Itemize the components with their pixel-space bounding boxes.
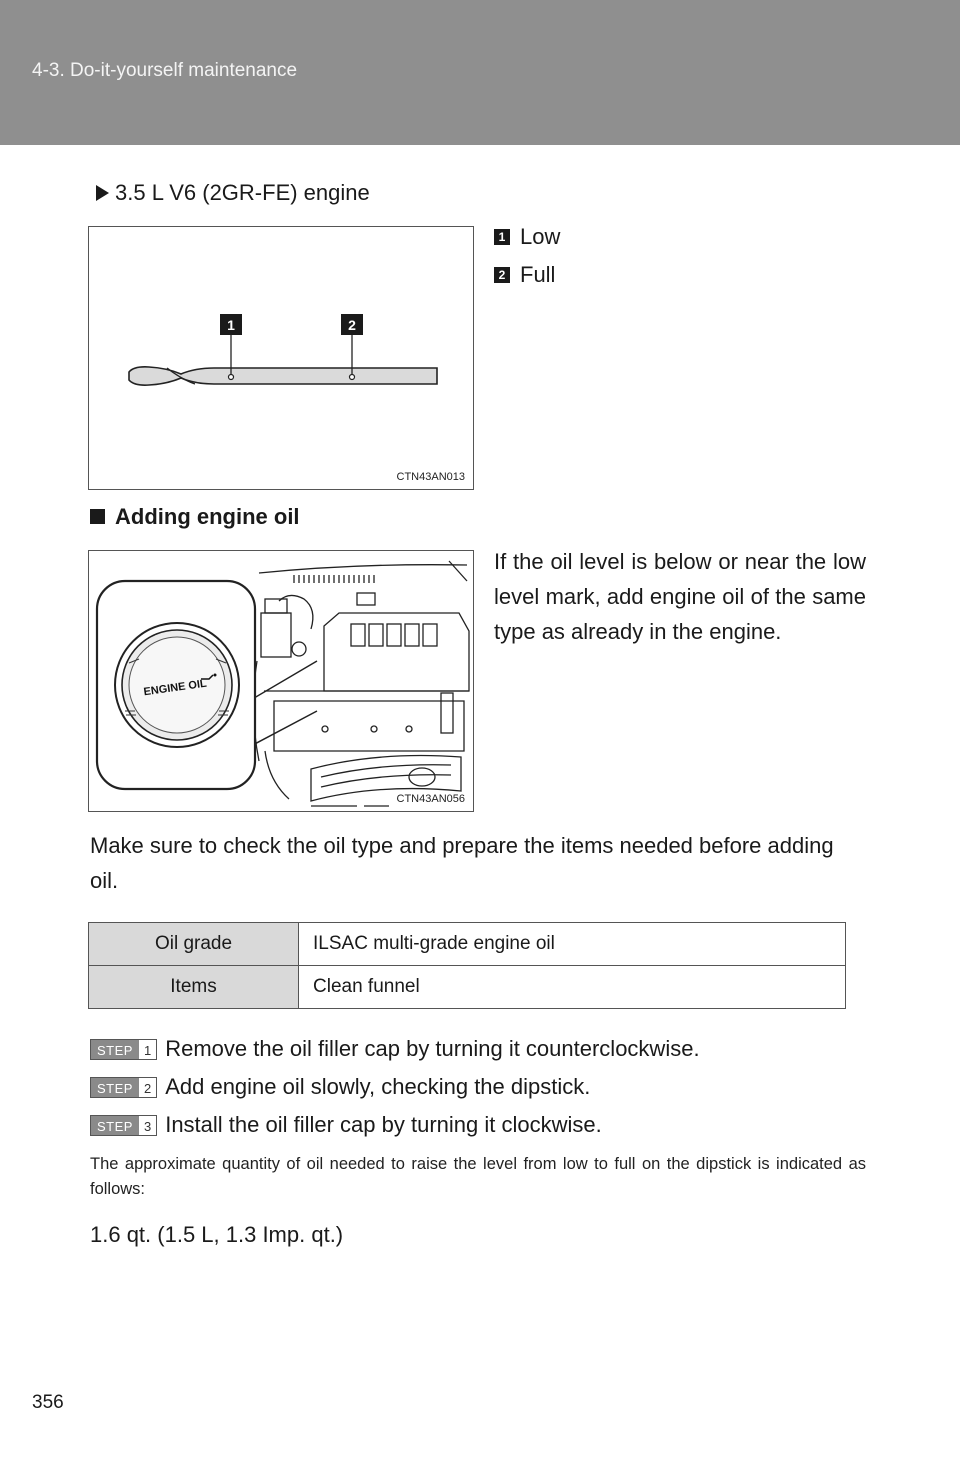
step-badge — [90, 1077, 157, 1098]
step-text: Remove the oil filler cap by turning it counterclockwise. — [165, 1036, 700, 1061]
full-marker: 2 — [348, 317, 356, 333]
table-row — [89, 966, 846, 1009]
low-marker: 1 — [227, 317, 235, 333]
page-number: 356 — [32, 1392, 64, 1413]
step-word: STEP — [91, 1116, 139, 1135]
step-badge — [90, 1115, 157, 1136]
section-heading-text: Adding engine oil — [115, 504, 300, 529]
legend-full — [494, 262, 555, 288]
step-text: Install the oil filler cap by turning it clockwise. — [165, 1112, 602, 1137]
step-badge — [90, 1039, 157, 1060]
cap-label: ENGINE OIL — [142, 677, 208, 699]
figure-code: CTN43AN013 — [396, 471, 465, 483]
page-header — [0, 0, 960, 145]
step-3 — [90, 1112, 602, 1138]
dipstick-illustration — [89, 227, 472, 488]
engine-bay-illustration — [89, 551, 472, 810]
step-1 — [90, 1036, 700, 1062]
oil-info-table — [88, 922, 846, 1009]
quantity-note: The approximate quantity of oil needed to raise the level from low to full on the dipstick is indicated as follows: — [90, 1155, 866, 1198]
figure-code: CTN43AN056 — [396, 793, 465, 805]
legend-label: Low — [520, 224, 561, 249]
oil-cap-figure — [88, 550, 474, 812]
engine-variant-label: 3.5 L V6 (2GR-FE) engine — [115, 180, 370, 205]
table-value: ILSAC multi-grade engine oil — [299, 923, 846, 966]
legend-low — [494, 224, 560, 250]
step-2 — [90, 1074, 590, 1100]
step-word: STEP — [91, 1078, 139, 1097]
dipstick-figure — [88, 226, 474, 490]
step-number: 1 — [139, 1040, 156, 1059]
section-heading — [90, 504, 300, 530]
step-text: Add engine oil slowly, checking the dipstick. — [165, 1074, 591, 1099]
engine-variant — [96, 180, 370, 206]
legend-number: 2 — [494, 267, 510, 283]
side-text: If the oil level is below or near the low level mark, add engine oil of the same type as already in the engine. — [494, 549, 866, 644]
step-number: 3 — [139, 1116, 156, 1135]
step-number: 2 — [139, 1078, 156, 1097]
legend-label: Full — [520, 262, 556, 287]
square-bullet-icon — [90, 509, 105, 524]
step-word: STEP — [91, 1040, 139, 1059]
legend-number: 1 — [494, 229, 510, 245]
table-row — [89, 923, 846, 966]
table-label: Oil grade — [89, 923, 299, 966]
section-title: 4-3. Do-it-yourself maintenance — [32, 60, 298, 81]
table-label: Items — [89, 966, 299, 1009]
body-paragraph: Make sure to check the oil type and prepare the items needed before adding oil. — [90, 833, 834, 893]
table-value: Clean funnel — [299, 966, 846, 1009]
oil-capacity: 1.6 qt. (1.5 L, 1.3 Imp. qt.) — [90, 1222, 344, 1247]
arrow-right-icon — [96, 185, 109, 201]
